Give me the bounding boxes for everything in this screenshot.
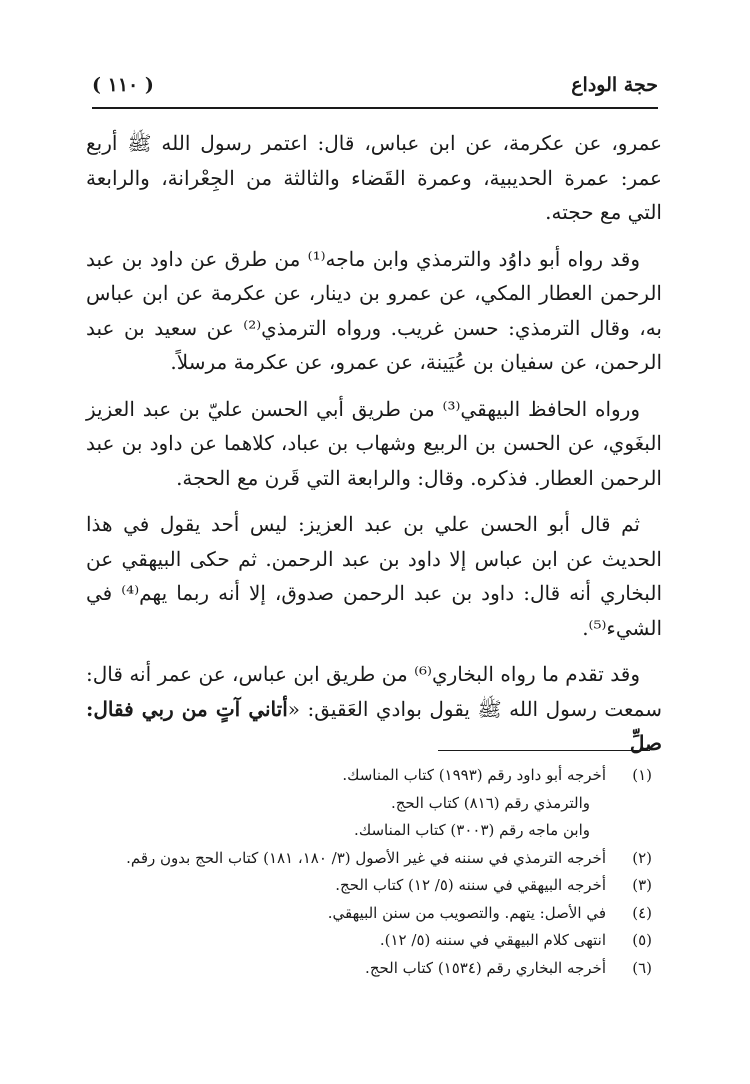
footnote-text: أخرجه الترمذي في سننه في غير الأصول (٣/ ١٨٠، ١٨١) كتاب الحج بدون رقم. xyxy=(126,848,606,867)
footnote-text: في الأصل: يتهم. والتصويب من سنن البيهقي. xyxy=(327,903,606,922)
footnote-text: أخرجه البيهقي في سننه (٥/ ١٢) كتاب الحج. xyxy=(335,876,606,894)
hadith-quote: أتاني آتٍ من ربي فقال: صلِّ xyxy=(86,696,662,755)
footnote-number: (٦) xyxy=(632,958,652,977)
header-rule xyxy=(92,107,658,109)
footnote-number: (٤) xyxy=(632,903,652,922)
footnote-text: انتهى كلام البيهقي في سننه (٥/ ١٢). xyxy=(379,931,606,949)
footnote-text: أخرجه البخاري رقم (١٥٣٤) كتاب الحج. xyxy=(365,958,606,977)
footnote-number: (٢) xyxy=(632,848,652,867)
footnote-number: (٥) xyxy=(632,931,652,949)
page-number: ( ١١٠ ) xyxy=(92,74,154,96)
footnote-number: (١) xyxy=(632,766,652,784)
paragraph: ثم قال أبو الحسن علي بن عبد العزيز: ليس أحد يقول في هذا الحديث عن ابن عباس إلا داود بن عبد الرحمن. ثم حكى البيهقي عن البخاري أنه قال: داود بن عبد الرحمن صدوق، إلا أنه ربما يهم⁽⁴⁾ في الشيء⁽⁵⁾. xyxy=(86,512,662,640)
paragraph: ورواه الحافظ البيهقي⁽³⁾ من طريق أبي الحسن عليّ بن عبد العزيز البغَوي، عن الحسن بن الربيع وشهاب بن عباد، كلاهما عن داود بن عبد الرحمن العطار. فذكره. وقال: والرابعة التي قَرن مع الحجة. xyxy=(86,396,662,490)
footnote xyxy=(86,927,652,955)
footnote xyxy=(86,955,652,983)
paragraph: وقد رواه أبو داوُد والترمذي وابن ماجه⁽¹⁾ من طرق عن داود بن عبد الرحمن العطار المكي، عن عمرو بن دينار، عن عكرمة عن ابن عباس به، وقال الترمذي: حسن غريب. ورواه الترمذي⁽²⁾ عن سعيد بن عبد الرحمن، عن سفيان بن عُيَينة، عن عمرو، عن عكرمة مرسلاً. xyxy=(86,246,662,374)
paragraph xyxy=(86,657,662,761)
footnote xyxy=(86,762,652,790)
paragraph-text: وقد تقدم ما رواه البخاري⁽⁶⁾ من طريق ابن عباس، عن عمر أنه قال: سمعت رسول الله ﷺ يقول بوادي العَقيق: « xyxy=(86,662,662,721)
footnotes xyxy=(86,762,652,982)
main-text xyxy=(86,126,662,761)
footnote-continuation xyxy=(86,790,652,818)
footnote-text: وابن ماجه رقم (٣٠٠٣) كتاب المناسك. xyxy=(354,821,590,839)
footnote-text: أخرجه أبو داود رقم (١٩٩٣) كتاب المناسك. xyxy=(342,766,606,784)
footnote-continuation xyxy=(86,817,652,845)
footnote-rule xyxy=(438,750,650,751)
footnote xyxy=(86,845,652,873)
paragraph: عمرو، عن عكرمة، عن ابن عباس، قال: اعتمر رسول الله ﷺ أربع عمر: عمرة الحديبية، وعمرة القَضاء والثالثة من الجِعْرانة، والرابعة التي مع حجته. xyxy=(86,131,662,224)
footnote xyxy=(86,900,652,928)
running-header xyxy=(92,74,658,100)
chapter-title: حجة الوداع xyxy=(571,74,658,96)
footnote-number: (٣) xyxy=(632,876,652,894)
footnote-text: والترمذي رقم (٨١٦) كتاب الحج. xyxy=(390,793,590,812)
footnote xyxy=(86,872,652,900)
